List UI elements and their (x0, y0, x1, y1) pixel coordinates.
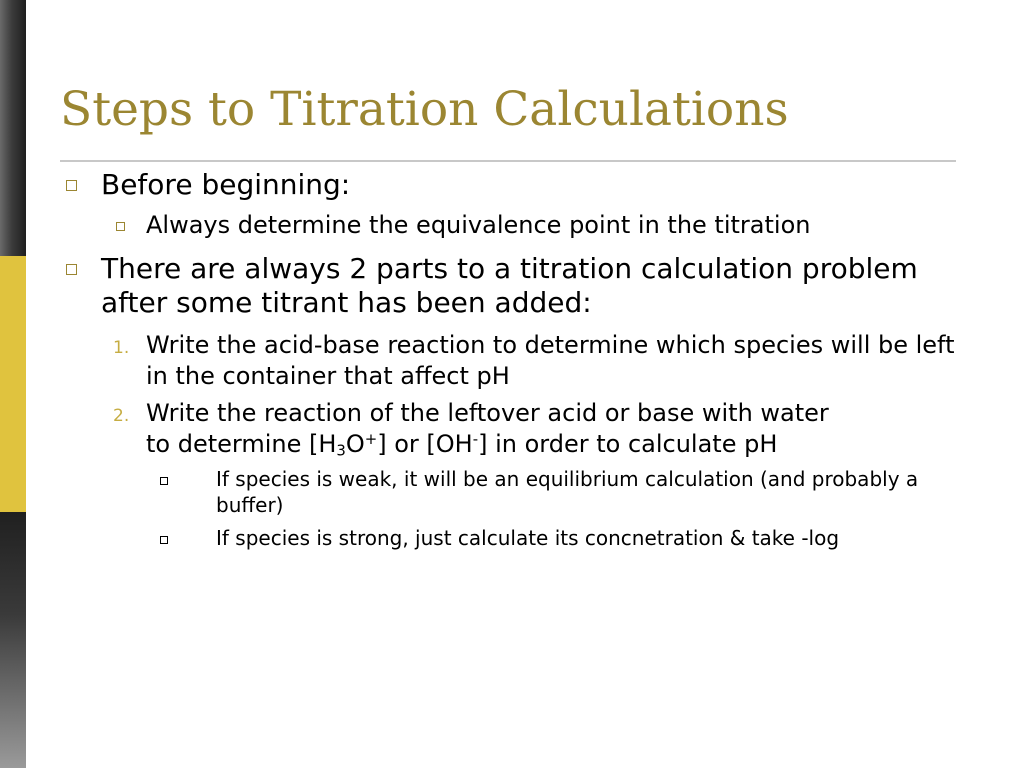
bullet-strong-species: If species is strong, just calculate its concnetration & take -log (216, 526, 840, 550)
step-2-text (146, 398, 986, 460)
small-square-bullet-icon (160, 536, 168, 544)
title-divider (60, 160, 956, 162)
step-2-line-2-start: to determine [H (146, 430, 337, 458)
left-bar-dark-top (0, 0, 26, 256)
hydroxide-charge: - (472, 429, 479, 448)
step-2-line-1: Write the reaction of the leftover acid or base with water (146, 399, 829, 427)
h3o-subscript: 3 (336, 441, 346, 460)
slide-title: Steps to Titration Calculations (60, 82, 789, 137)
hollow-square-bullet-icon (66, 264, 77, 275)
hollow-square-bullet-icon (116, 222, 125, 231)
step-number-1: 1. (113, 338, 130, 358)
bullet-two-parts: There are always 2 parts to a titration calculation problem after some titrant has been added: (101, 252, 918, 319)
left-bar-dark-bottom (0, 512, 26, 768)
hollow-square-bullet-icon (66, 180, 77, 191)
h3o-oxygen: O (345, 430, 365, 458)
small-square-bullet-icon (160, 477, 168, 485)
step-2-line-2-end: ] in order to calculate pH (478, 430, 778, 458)
step-number-2: 2. (113, 406, 130, 426)
bullet-before-beginning: Before beginning: (101, 168, 351, 201)
h3o-charge: + (364, 429, 378, 448)
step-2-line-2-mid: ] or [OH (377, 430, 473, 458)
left-bar-gold (0, 256, 26, 512)
bullet-equivalence-point: Always determine the equivalence point in the titration (146, 211, 811, 239)
step-1-text: Write the acid-base reaction to determine which species will be left in the container that affect pH (146, 331, 955, 390)
bullet-weak-species: If species is weak, it will be an equilibrium calculation (and probably a buffer) (216, 467, 919, 517)
